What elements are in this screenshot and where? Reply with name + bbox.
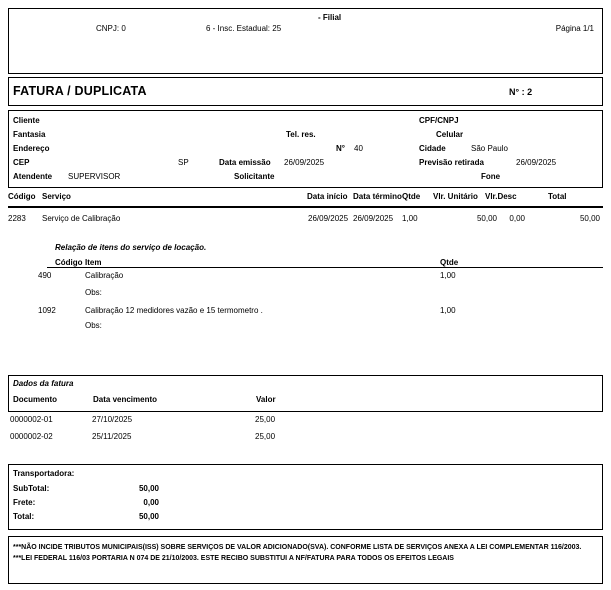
- fatura-data-vencimento: 27/10/2025: [92, 415, 133, 424]
- solicitante-label: Solicitante: [234, 172, 275, 181]
- tel-res-label: Tel. res.: [286, 130, 316, 139]
- service-row-codigo: 2283: [8, 214, 26, 223]
- total-value: 50,00: [138, 512, 159, 521]
- insc-estadual-text: 6 - Insc. Estadual: 25: [206, 24, 282, 33]
- numero-label: N°: [336, 144, 345, 153]
- cidade-value: São Paulo: [471, 144, 508, 153]
- cnpj-text: CNPJ: 0: [96, 24, 126, 33]
- data-emissao-value: 26/09/2025: [284, 158, 325, 167]
- service-header-vlr-desc: Vlr.Desc: [485, 192, 517, 201]
- fatura-header-data-vencimento: Data vencimento: [93, 395, 158, 404]
- uf-value: SP: [178, 158, 189, 167]
- title-bar-box: [8, 77, 603, 106]
- document-number: N° : 2: [509, 87, 533, 97]
- item-qtde: 1,00: [440, 306, 456, 315]
- item-codigo: 1092: [38, 306, 56, 315]
- item-qtde: 1,00: [440, 271, 456, 280]
- fatura-documento: 0000002-01: [10, 415, 53, 424]
- atendente-label: Atendente: [13, 172, 53, 181]
- fatura-valor: 25,00: [255, 415, 276, 424]
- service-header-qtde: Qtde: [402, 192, 421, 201]
- transportadora-label: Transportadora:: [13, 469, 75, 478]
- service-table: [8, 191, 603, 233]
- previsao-retirada-value: 26/09/2025: [516, 158, 557, 167]
- fone-label: Fone: [481, 172, 501, 181]
- items-header-codigo: Código: [55, 258, 83, 267]
- fatura-documento: 0000002-02: [10, 432, 53, 441]
- service-header-data-termino: Data término: [353, 192, 402, 201]
- frete-value: 0,00: [143, 498, 159, 507]
- celular-label: Celular: [436, 130, 464, 139]
- page-number: Página 1/1: [555, 24, 594, 33]
- cep-label: CEP: [13, 158, 30, 167]
- service-header-total: Total: [548, 192, 567, 201]
- service-row-vlr-desc: 0,00: [509, 214, 525, 223]
- item-obs-label: Obs:: [85, 288, 102, 297]
- service-header-divider: [8, 206, 603, 208]
- frete-label: Frete:: [13, 498, 36, 507]
- document-title: FATURA / DUPLICATA: [13, 84, 147, 98]
- service-row-servico: Serviço de Calibração: [42, 214, 121, 223]
- subtotal-label: SubTotal:: [13, 484, 50, 493]
- numero-value: 40: [354, 144, 363, 153]
- item-obs-label: Obs:: [85, 321, 102, 330]
- atendente-value: SUPERVISOR: [68, 172, 121, 181]
- totals-box: [8, 464, 603, 530]
- legal-footer-box: [8, 536, 603, 584]
- fatura-data-vencimento: 25/11/2025: [92, 432, 132, 441]
- fatura-data-box: [8, 375, 603, 412]
- legal-text-line2: ***LEI FEDERAL 116/03 PORTARIA N 074 DE 21/10/2003. ESTE RECIBO SUBSTITUI A NF/FATURA PARA TODOS OS EFEITOS LEGAIS: [13, 554, 454, 562]
- previsao-retirada-label: Previsão retirada: [419, 158, 484, 167]
- cidade-label: Cidade: [419, 144, 446, 153]
- service-row-data-inicio: 26/09/2025: [308, 214, 349, 223]
- items-header-item: Item: [85, 258, 102, 267]
- fatura-header-valor: Valor: [256, 395, 276, 404]
- item-description: Calibração 12 medidores vazão e 15 termometro .: [85, 306, 263, 315]
- subtotal-value: 50,00: [138, 484, 159, 493]
- item-codigo: 490: [38, 271, 52, 280]
- items-title: Relação de itens do serviço de locação.: [55, 243, 207, 252]
- service-header-vlr-unitario: Vlr. Unitário: [433, 192, 478, 201]
- cliente-label: Cliente: [13, 116, 40, 125]
- item-description: Calibração: [85, 271, 124, 280]
- service-row-data-termino: 26/09/2025: [353, 214, 394, 223]
- service-header-servico: Serviço: [42, 192, 71, 201]
- cpf-cnpj-label: CPF/CNPJ: [419, 116, 459, 125]
- items-section: [8, 243, 603, 335]
- service-header-data-inicio: Data início: [307, 192, 348, 201]
- items-header-divider: [47, 267, 603, 268]
- service-header-codigo: Código: [8, 192, 36, 201]
- legal-text-line1: ***NÃO INCIDE TRIBUTOS MUNICIPAIS(ISS) SOBRE SERVIÇOS DE VALOR ADICIONADO(SVA). CONFORME LISTA DE SERVIÇOS ANEXA A LEI COMPLEMENTAR 116/2003.: [13, 544, 582, 551]
- fantasia-label: Fantasia: [13, 130, 46, 139]
- service-row-total: 50,00: [579, 214, 600, 223]
- fatura-header-documento: Documento: [13, 395, 57, 404]
- fatura-valor: 25,00: [255, 432, 276, 441]
- endereco-label: Endereço: [13, 144, 50, 153]
- service-row-vlr-unitario: 50,00: [476, 214, 497, 223]
- data-emissao-label: Data emissão: [219, 158, 271, 167]
- client-info-box: [8, 110, 603, 188]
- company-header-box: [8, 8, 603, 74]
- branch-title: - Filial: [318, 13, 342, 22]
- fatura-section-title: Dados da fatura: [13, 379, 74, 388]
- items-header-qtde: Qtde: [440, 258, 459, 267]
- service-row-qtde: 1,00: [402, 214, 418, 223]
- total-label: Total:: [13, 512, 35, 521]
